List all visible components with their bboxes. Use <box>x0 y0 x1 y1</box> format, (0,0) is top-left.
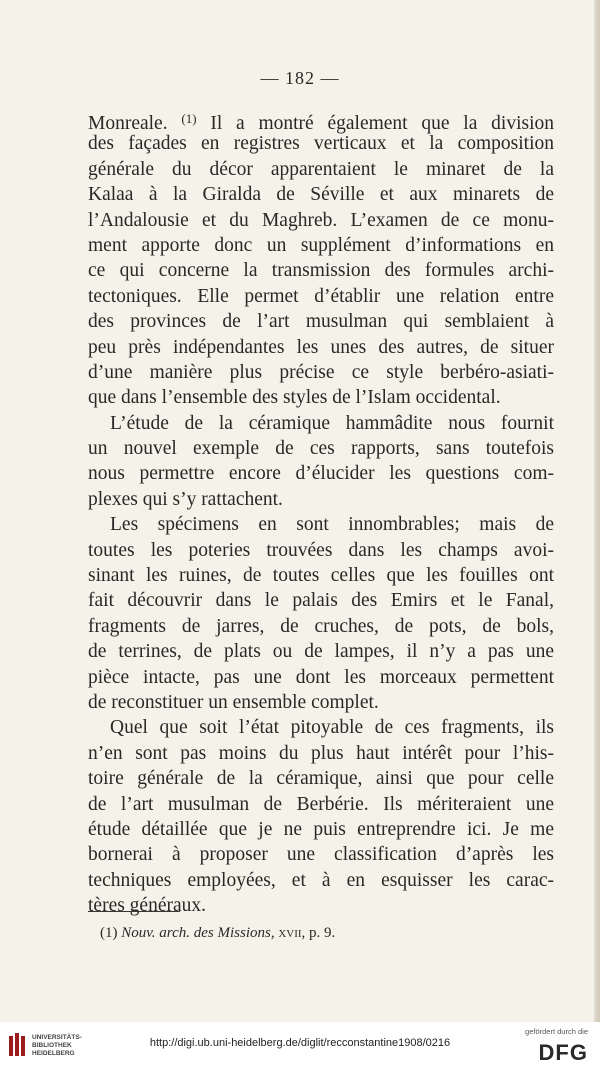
text-line: n’en sont pas moins du plus haut intérêt pour l’his- <box>88 742 554 764</box>
text-line: fragments de jarres, de cruches, de pots, de bols, <box>88 615 554 637</box>
text-line: des provinces de l’art musulman qui semblaient à <box>88 311 554 333</box>
text-line: ce qui concerne la transmission des formules archi- <box>88 260 554 282</box>
text-line: de reconstituer un ensemble complet. <box>88 691 379 713</box>
text-line: toutes les poteries trouvées dans les champs avoi- <box>88 539 554 561</box>
text-line: toire générale de la céramique, ainsi que pour celle <box>88 768 554 790</box>
text-line: ment apporte donc un supplément d’informations en <box>88 234 554 256</box>
page-number: — 182 — <box>260 68 340 88</box>
text-line: Les spécimens en sont innombrables; mais de <box>110 514 554 536</box>
text-line: de terrines, de plats ou de lampes, il n’y a pas une <box>88 641 554 663</box>
text-line: que dans l’ensemble des styles de l’Islam occidental. <box>88 387 501 409</box>
text-line: Quel que soit l’état pitoyable de ces fragments, ils <box>110 717 554 739</box>
text-line: tères généraux. <box>88 895 207 917</box>
text-line: bornerai à proposer une classification d’après les <box>88 844 554 866</box>
text-line: peu près indépendantes les unes des autres, de situer <box>88 336 554 358</box>
library-name: UNIVERSITÄTS- BIBLIOTHEK HEIDELBERG <box>32 1034 82 1057</box>
text-line: pièce intacte, pas une dont les morceaux permettent <box>88 666 554 688</box>
text-line: nous permettre encore d’élucider les questions com- <box>88 463 554 485</box>
text-line: techniques employées, et à en esquisser les carac- <box>88 869 554 891</box>
source-url[interactable]: http://digi.ub.uni-heidelberg.de/diglit/recconstantine1908/0216 <box>149 1037 451 1049</box>
text-line: Kalaa à la Giralda de Séville et aux minarets de <box>88 184 554 206</box>
text-line: Monreale. $^{(1)}$ Il a montré également que la division <box>88 111 554 134</box>
text-line: tectoniques. Elle permet d’établir une relation entre <box>88 285 554 307</box>
text-line: d’une manière plus précise ce style berbéro-asiati- <box>88 361 554 383</box>
text-line: plexes qui s’y rattachent. <box>88 488 283 510</box>
dfg-logo: DFG <box>538 1040 588 1065</box>
footnote-divider <box>88 911 180 912</box>
footnote-reference: (1) <box>181 111 197 126</box>
footnote: (1) Nouv. arch. des Missions, xvii, p. 9. <box>100 925 336 941</box>
page-edge <box>594 0 600 1022</box>
text-line: générale du décor apparentaient le minaret de la <box>88 158 554 180</box>
text-line: de l’art musulman de Berbérie. Ils mériteraient une <box>88 793 554 815</box>
body-text <box>88 106 554 919</box>
text-line: des façades en registres verticaux et la composition <box>88 133 554 155</box>
text-line: étude détaillée que je ne puis entreprendre ici. Je me <box>88 818 554 840</box>
text-line: L’étude de la céramique hammâdite nous fournit <box>110 412 554 434</box>
funded-by-label: gefördert durch die <box>525 1027 588 1036</box>
text-line: fait découvrir dans le palais des Emirs et le Fanal, <box>88 590 554 612</box>
text-line: un nouvel exemple de ces rapports, sans toutefois <box>88 438 554 460</box>
text-line: l’Andalousie et du Maghreb. L’examen de ce monu- <box>88 209 554 231</box>
text-line: sinant les ruines, de toutes celles que les fouilles ont <box>88 565 554 587</box>
